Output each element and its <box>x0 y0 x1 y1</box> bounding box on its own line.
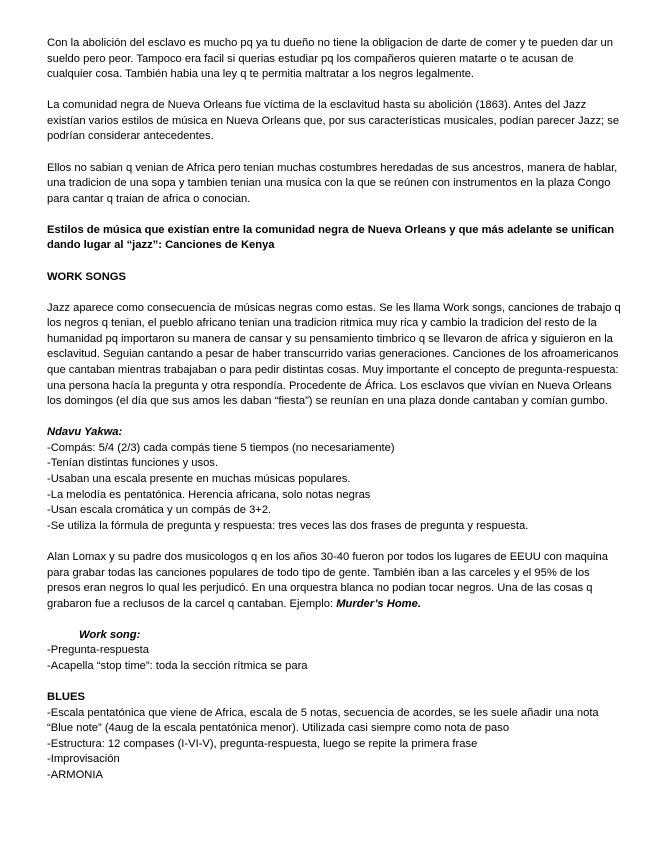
list-item: -Tenían distintas funciones y usos. <box>47 457 219 470</box>
paragraph-work-songs: Jazz aparece como consecuencia de músicas negras como estas. Se les llama Work songs, canciones de trabajo q los negros q tenian, el pueblo africano tenian una tradicion ritmica muy rica y cambio la tradicion del resto de la humanidad pq importaron su manera de cansar y su pensamiento timbrico q se llevaron de africa y siguieron en la esclavitud. Seguian cantando a pesar de haber transcurrido varias generaciones. Canciones de los afroamericanos que cantaban mientras trabajaban o para pedir distintas cosas. Muy importante el concepto de pregunta-respuesta: una persona hacía la pregunta y otra respondía. Procedente de África. Los esclavos que vivían en Nueva Orleans los domingos (el día que sus amos les daban “fiesta”) se reunían en una plaza donde cantaban y comían gumbo. <box>47 301 621 408</box>
list-item: -Usaban una escala presente en muchas músicas populares. <box>47 473 351 486</box>
list-item: -Usan escala cromática y un compás de 3+2. <box>47 504 272 517</box>
heading-work-song: Work song: <box>79 628 141 641</box>
list-ndavu-yakwa <box>47 441 622 535</box>
paragraph-alan-lomax <box>47 550 622 612</box>
example-murders-home: Murder’s Home. <box>336 597 421 610</box>
list-item: -Escala pentatónica que viene de Africa, escala de 5 notas, secuencia de acordes, se les suele añadir una nota “Blue note” (4aug de la escala pentatónica menor). Utilizada casi siempre como nota de paso <box>47 706 599 735</box>
heading-blues: BLUES <box>47 691 85 704</box>
paragraph-new-orleans: La comunidad negra de Nueva Orleans fue víctima de la esclavitud hasta su abolición (1863). Antes del Jazz existían varios estilos de música en Nueva Orleans que, por sus características musicales, podían parecer Jazz; se podrían considerar antecedentes. <box>47 99 620 143</box>
list-item: -La melodía es pentatónica. Herencia africana, solo notas negras <box>47 488 371 501</box>
list-blues <box>47 706 622 784</box>
heading-ndavu-yakwa: Ndavu Yakwa: <box>47 426 123 439</box>
paragraph-abolition: Con la abolición del esclavo es mucho pq ya tu dueño no tiene la obligacion de darte de comer y te pueden dar un sueldo pero peor. Tampoco era facil si querias estudiar pq los compañeros quieren matarte o te acusan de cualquier cosa. También habia una ley q te permitia maltratar a los negros legalmente. <box>47 37 613 81</box>
heading-music-styles: Estilos de música que existían entre la comunidad negra de Nueva Orleans y que más adelante se unifican dando lugar al “jazz”: Canciones de Kenya <box>47 223 615 252</box>
list-item: -Improvisación <box>47 753 120 766</box>
heading-work-songs: WORK SONGS <box>47 270 126 283</box>
list-item: -ARMONIA <box>47 769 103 782</box>
list-item: -Pregunta-respuesta <box>47 644 149 657</box>
list-item: -Se utiliza la fórmula de pregunta y respuesta: tres veces las dos frases de pregunta y respuesta. <box>47 519 529 532</box>
list-item: -Acapella “stop time”: toda la sección rítmica se para <box>47 660 308 672</box>
list-item: -Estructura: 12 compases (I-VI-V), pregunta-respuesta, luego se repite la primera frase <box>47 737 478 750</box>
document-page <box>47 36 622 784</box>
lomax-text: Alan Lomax y su padre dos musicologos q en los años 30-40 fueron por todos los lugares de EEUU con maquina para grabar todas las canciones populares de todo tipo de gente. También iban a las carceles y el 95% de los presos eran negros lo qual les perjudicó. En una orquestra blanca no podian tocar negros. Una de las cosas q grabaron fue a reclusos de la carcel q cantaban. Ejemplo: <box>47 550 608 610</box>
list-item: -Compás: 5/4 (2/3) cada compás tiene 5 tiempos (no necesariamente) <box>47 441 395 454</box>
paragraph-ancestors: Ellos no sabian q venian de Africa pero tenian muchas costumbres heredadas de sus ancestros, manera de hablar, una tradicion de una sopa y tambien tenian una musica con la que se reúnen con instrumentos en la plaza Congo para cantar q traian de africa o conocian. <box>47 161 618 205</box>
list-work-song <box>47 643 622 674</box>
